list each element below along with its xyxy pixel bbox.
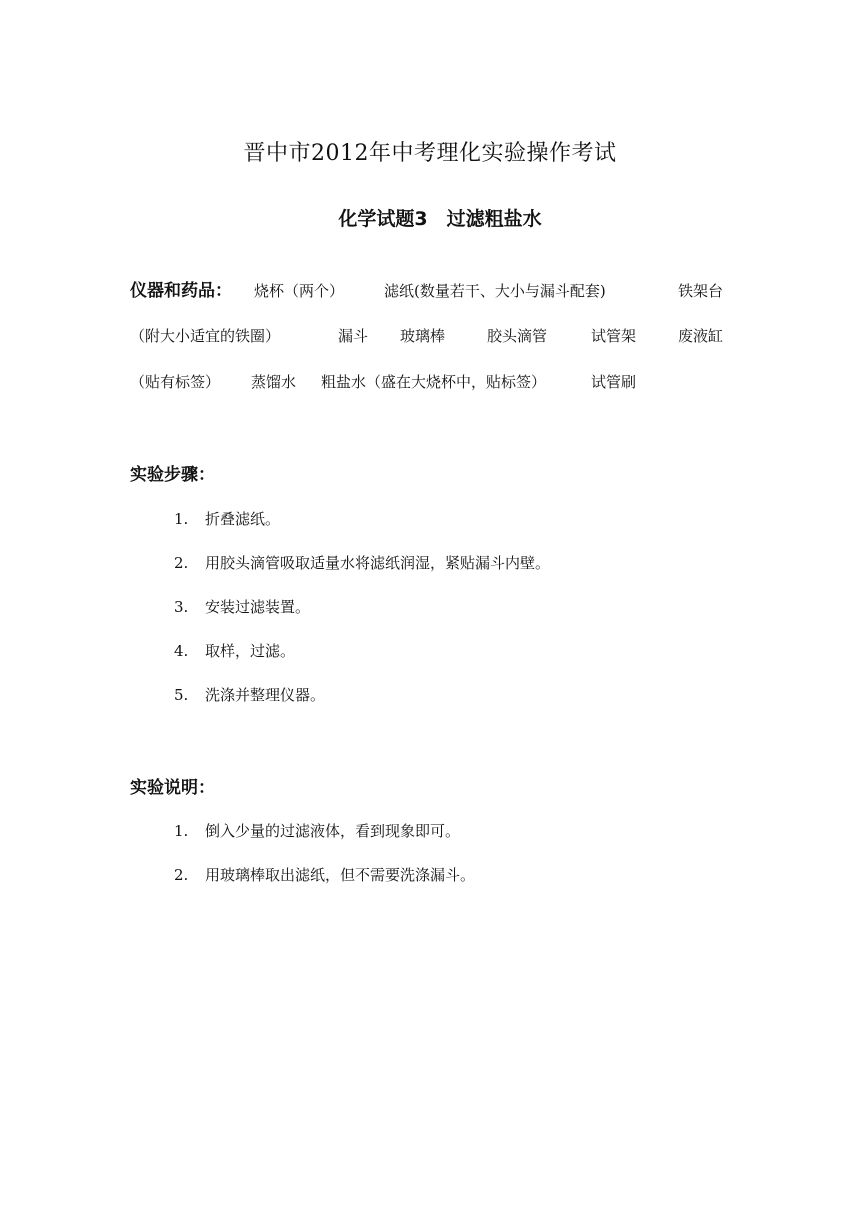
list-item <box>174 552 550 573</box>
list-item <box>174 596 310 617</box>
equipment-item: 试管架 <box>591 327 637 345</box>
equipment-item: 试管刷 <box>591 373 637 391</box>
equipment-line-1 <box>130 283 734 300</box>
list-item-number: 2. <box>174 554 189 572</box>
list-item-text: 用玻璃棒取出滤纸，但不需要洗涤漏斗。 <box>205 866 476 884</box>
equipment-item: 漏斗 <box>338 327 369 345</box>
list-item <box>174 864 475 885</box>
equipment-label: 仪器和药品： <box>130 281 232 301</box>
equipment-item: （附大小适宜的铁圈） <box>130 327 281 345</box>
steps-heading: 实验步骤： <box>130 465 215 485</box>
equipment-item: （贴有标签） <box>130 373 221 391</box>
list-item-number: 3. <box>174 598 189 616</box>
list-item <box>174 508 280 529</box>
equipment-item: 粗盐水（盛在大烧杯中，贴标签） <box>321 373 547 391</box>
equipment-section <box>130 283 734 393</box>
list-item-number: 2. <box>174 866 189 884</box>
page-title: 晋中市2012年中考理化实验操作考试 <box>243 141 617 166</box>
equipment-item: 蒸馏水 <box>251 373 297 391</box>
equipment-item: 废液缸 <box>678 327 724 345</box>
list-item <box>174 640 295 661</box>
list-item-number: 1. <box>174 822 189 840</box>
notes-heading: 实验说明： <box>130 778 215 798</box>
equipment-item: 烧杯（两个） <box>254 282 345 300</box>
equipment-item: 玻璃棒 <box>400 327 446 345</box>
equipment-item: 胶头滴管 <box>487 327 548 345</box>
equipment-item: 滤纸(数量若干、大小与漏斗配套) <box>384 282 606 300</box>
list-item-number: 1. <box>174 510 189 528</box>
list-item-text: 折叠滤纸。 <box>205 510 281 528</box>
list-item-number: 5. <box>174 686 189 704</box>
list-item-text: 洗涤并整理仪器。 <box>205 686 326 704</box>
list-item <box>174 820 460 841</box>
list-item-text: 安装过滤装置。 <box>205 598 311 616</box>
list-item-number: 4. <box>174 642 189 660</box>
equipment-item: 铁架台 <box>678 282 724 300</box>
list-item-text: 用胶头滴管吸取适量水将滤纸润湿，紧贴漏斗内壁。 <box>205 554 551 572</box>
list-item-text: 倒入少量的过滤液体，看到现象即可。 <box>205 822 461 840</box>
list-item <box>174 684 325 705</box>
list-item-text: 取样，过滤。 <box>205 642 296 660</box>
page-subtitle: 化学试题3 过滤粗盐水 <box>338 208 542 230</box>
